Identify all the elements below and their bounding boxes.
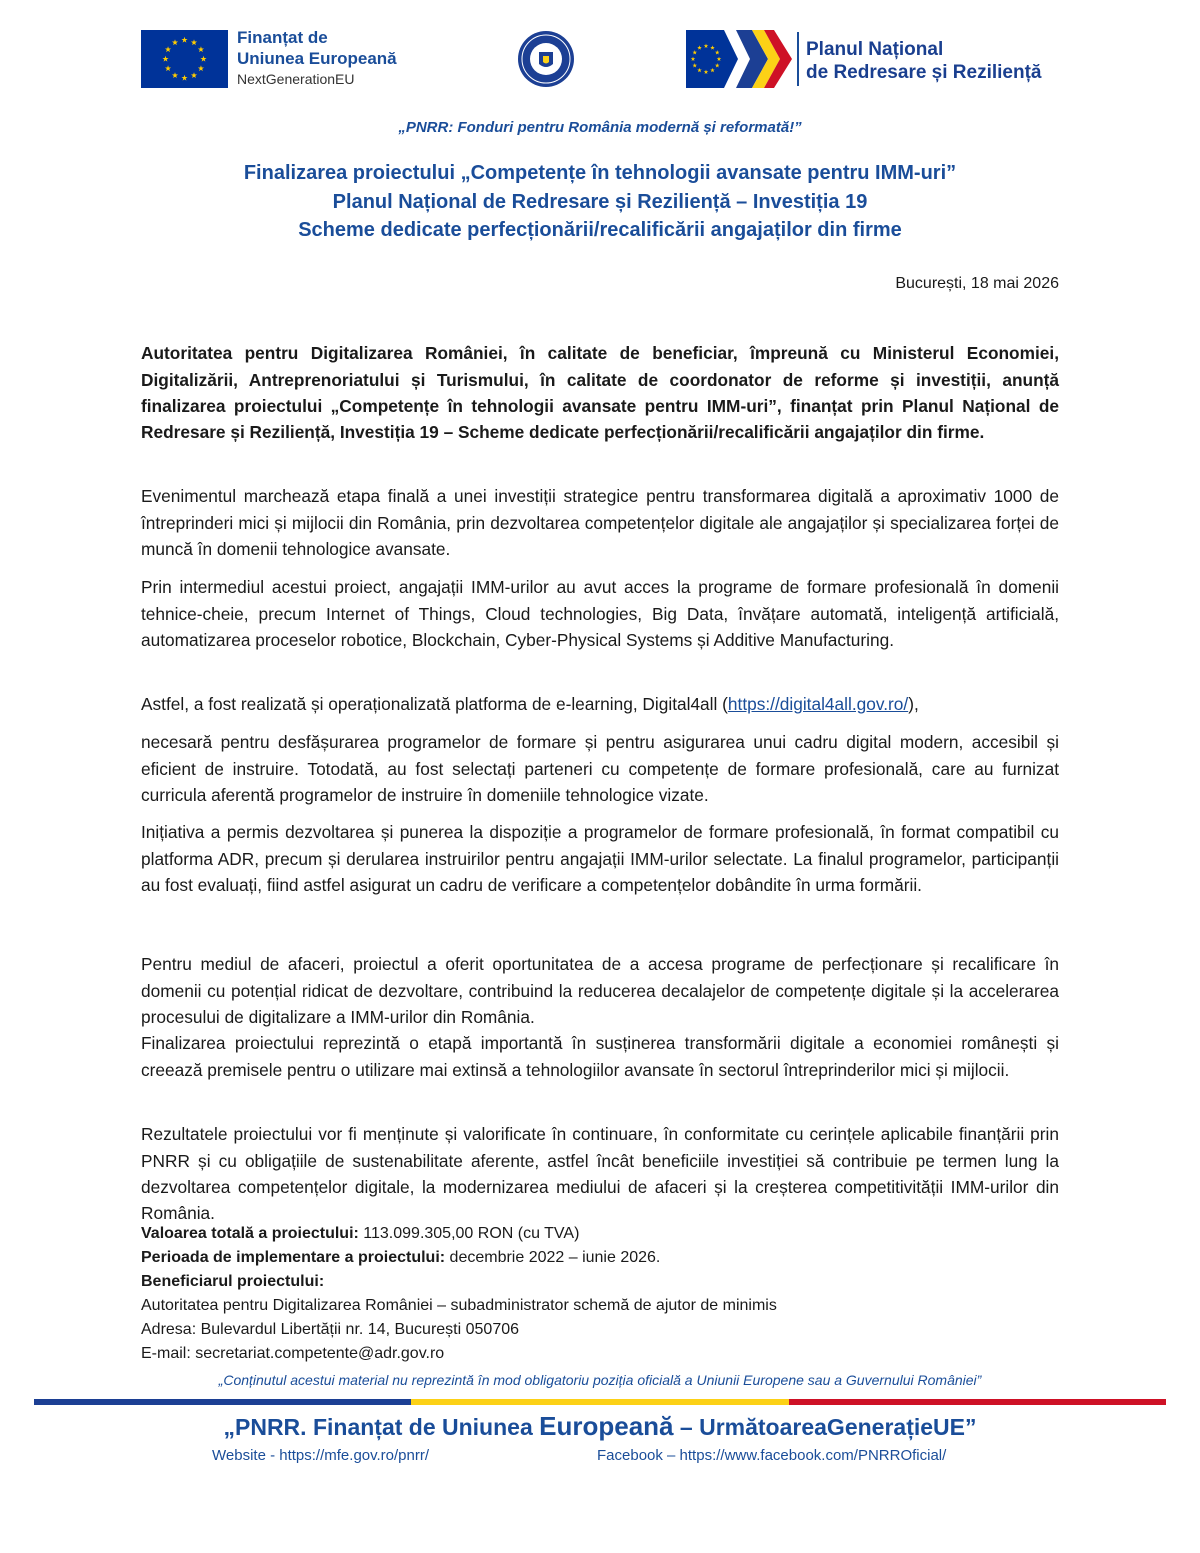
digital4all-link[interactable]: https://digital4all.gov.ro/ xyxy=(727,694,909,715)
stripe-red xyxy=(789,1399,1166,1405)
project-value: 113.099.305,00 RON (cu TVA) xyxy=(358,1225,580,1242)
eu-funding-label xyxy=(237,27,397,90)
paragraph-4: necesară pentru desfășurarea programelor de formare și pentru asigurarea unui cadru digital modern, accesibil și eficient de instruire. Totodată, au fost selectați parteneri cu competențe de formare profesională, care au furnizat curricula aferentă programelor de instruire în domeniile tehnologice vizate. xyxy=(141,732,1059,805)
eu-line-1: Finanțat de xyxy=(237,28,328,47)
eu-flag-icon xyxy=(141,30,228,88)
motto: „PNRR: Fonduri pentru România modernă și reformată!” xyxy=(398,119,802,136)
beneficiary-address: Adresa: Bulevardul Libertății nr. 14, București 050706 xyxy=(141,1321,520,1338)
beneficiary-email: E-mail: secretariat.competente@adr.gov.ro xyxy=(141,1345,445,1362)
paragraph-5: Inițiativa a permis dezvoltarea și punerea la dispoziție a programelor de formare profesională, în format compatibil cu platforma ADR, precum și derularea instruirilor pentru angajații IMM-urilor selectate. La finalul programelor, participanții au fost evaluați, fiind astfel asigurat un cadru de verificare a competențelor dobândite în urma formării. xyxy=(141,822,1059,895)
eu-line-2: Uniunea Europeană xyxy=(237,49,397,68)
footer-slogan-part-3: – UrmătoareaGenerațieUE” xyxy=(673,1414,977,1440)
paragraph-7: Finalizarea proiectului reprezintă o etapă importantă în susținerea transformării digitale a economiei românești și creează premisele pentru o utilizare mai extinsă a tehnologiilor avansate în sectorul întreprinderilor mici și mijlocii. xyxy=(141,1033,1059,1080)
paragraph-1: Evenimentul marchează etapa finală a unei investiții strategice pentru transformarea digitală a aproximativ 1000 de întreprinderi mici și mijlocii din România, prin dezvoltarea competențelor digitale ale angajaților și specializarea forței de muncă în domenii tehnologice avansate. xyxy=(141,486,1059,559)
stripe-blue xyxy=(34,1399,411,1405)
title-line-1: Finalizarea proiectului „Competențe în tehnologii avansate pentru IMM-uri” xyxy=(243,162,957,184)
pnrr-line-1: Planul Național xyxy=(806,39,944,60)
website-link[interactable]: Website - https://mfe.gov.ro/pnrr/ xyxy=(212,1447,430,1464)
paragraph-3-end: ), xyxy=(908,694,919,715)
tricolor-stripe xyxy=(34,1399,1166,1405)
facebook-link[interactable]: Facebook – https://www.facebook.com/PNRROficial/ xyxy=(597,1447,947,1464)
footer-slogan xyxy=(0,1411,1200,1442)
release-date: București, 18 mai 2026 xyxy=(895,275,1059,292)
eu-line-3: NextGenerationEU xyxy=(237,71,355,87)
project-period-label: Perioada de implementare a proiectului: xyxy=(141,1249,446,1266)
beneficiary-label-row xyxy=(141,1270,777,1294)
footer-slogan-part-2: Europeană xyxy=(539,1411,674,1441)
lead-paragraph: Autoritatea pentru Digitalizarea României, în calitate de beneficiar, împreună cu Ministerul Economiei, Digitalizării, Antreprenoriatului și Turismului, în calitate de coordonator de reforme și investiții, anunță finalizarea proiectului „Competențe în tehnologii avansate pentru IMM-uri”, finanțat prin Planul Național de Redresare și Reziliență, Investiția 19 – Scheme dedicate perfecționării/recalificării angajaților din firme. xyxy=(141,343,1059,442)
title-line-2: Planul Național de Redresare și Reziliență – Investiția 19 xyxy=(332,190,868,213)
pnrr-label xyxy=(806,38,1042,84)
disclaimer: „Conținutul acestui material nu reprezintă în mod obligatoriu poziția oficială a Uniunii Europene sau a Guvernului României” xyxy=(218,1372,982,1388)
stripe-yellow xyxy=(411,1399,788,1405)
paragraph-6: Pentru mediul de afaceri, proiectul a oferit oportunitatea de a accesa programe de perfecționare și recalificare în domenii cu potențial ridicat de dezvoltare, contribuind la reducerea decalajelor de competențe digitale și la accelerarea procesului de digitalizare a IMM-urilor din România. xyxy=(141,954,1059,1027)
project-value-label: Valoarea totală a proiectului: xyxy=(141,1225,359,1242)
title-line-3: Scheme dedicate perfecționării/recalificării angajaților din firme xyxy=(298,219,902,241)
paragraph-3-text: Astfel, a fost realizată și operaționalizată platforma de e-learning, Digital4all ( xyxy=(141,694,728,715)
pnrr-separator xyxy=(797,32,799,86)
page-title xyxy=(0,159,1200,245)
paragraph-2: Prin intermediul acestui proiect, angajații IMM-urilor au avut acces la programe de formare profesională în domenii tehnice-cheie, precum Internet of Things, Cloud technologies, Big Data, învățare automată, inteligență artificială, automatizarea proceselor robotice, Blockchain, Cyber-Physical Systems și Additive Manufacturing. xyxy=(141,577,1059,650)
paragraph-8: Rezultatele proiectului vor fi menținute și valorificate în continuare, în conformitate cu cerințele aplicabile finanțării prin PNRR și cu obligațiile de sustenabilitate aferente, astfel încât beneficiile investiției să contribuie pe termen lung la dezvoltarea competențelor digitale, la modernizarea mediului de afaceri și la creșterea competitivității IMM-urilor din România. xyxy=(141,1124,1059,1223)
beneficiary-name: Autoritatea pentru Digitalizarea României – subadministrator schemă de ajutor de minimis xyxy=(141,1297,777,1314)
project-info xyxy=(141,1222,777,1366)
pnrr-line-2: de Redresare și Reziliență xyxy=(806,62,1042,83)
pnrr-logo-icon xyxy=(686,30,796,88)
footer-slogan-part-1: „PNRR. Finanțat de Uniunea xyxy=(223,1414,540,1440)
paragraph-3 xyxy=(141,691,1059,717)
project-value-row xyxy=(141,1222,777,1246)
beneficiary-label: Beneficiarul proiectului: xyxy=(141,1273,325,1290)
guvernul-romaniei-seal-icon xyxy=(517,30,575,88)
project-period: decembrie 2022 – iunie 2026. xyxy=(445,1249,661,1266)
project-period-row xyxy=(141,1246,777,1270)
